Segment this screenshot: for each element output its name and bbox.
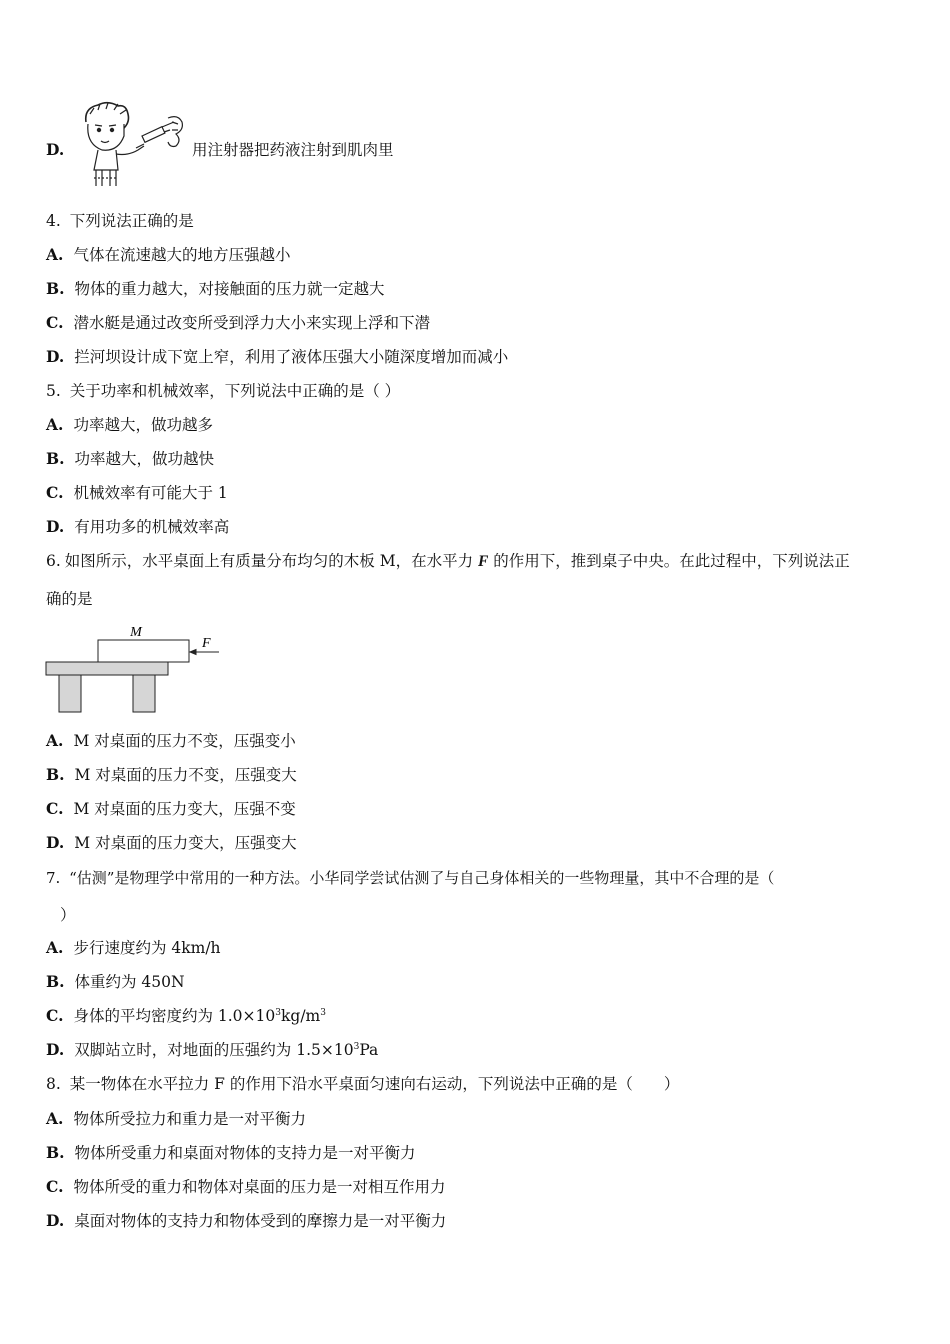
option-label: C.: [46, 1006, 64, 1025]
option-text: M 对桌面的压力变大，压强变大: [74, 834, 297, 852]
question-stem-part: “估测”是物理学中常用的一种方法。小华同学尝试估测了与自己身体相关的一些物理量，其中不合理的是（: [69, 869, 775, 887]
question-stem: 下列说法正确的是: [69, 212, 194, 230]
table-top: [46, 662, 168, 675]
option-label: D.: [46, 347, 65, 366]
force-variable: F: [478, 553, 489, 570]
question-stem-part: 的作用下，推到桌子中央。在此过程中，下列说法正: [488, 552, 850, 570]
option-label: C.: [46, 483, 64, 502]
option-text: 步行速度约为 4km/h: [73, 939, 221, 957]
q6-option-d: [46, 833, 297, 853]
q6-stem-line1: [46, 551, 850, 572]
table-leg-left: [59, 675, 81, 712]
exponent: 3: [353, 1042, 360, 1052]
board-rect: [98, 640, 189, 662]
q4-stem: [46, 211, 194, 231]
option-label: B.: [46, 765, 65, 784]
option-text: 用注射器把药液注射到肌肉里: [192, 141, 394, 159]
option-label: C.: [46, 1177, 64, 1196]
option-text: 桌面对物体的支持力和物体受到的摩擦力是一对平衡力: [74, 1212, 447, 1230]
q7-stem-line1: [46, 868, 774, 888]
question-number: 4.: [46, 212, 61, 230]
option-label: B.: [46, 279, 65, 298]
q4-option-c: [46, 313, 430, 333]
option-label: B.: [46, 1143, 65, 1162]
q6-option-a: [46, 731, 296, 751]
q8-option-d: [46, 1211, 446, 1231]
exponent: 3: [275, 1008, 281, 1018]
board-label: M: [130, 625, 142, 640]
option-label: A.: [46, 415, 64, 434]
q7-option-b: [46, 972, 185, 992]
option-text: 双脚站立时，对地面的压强约为 1.5×10: [74, 1041, 354, 1059]
option-label: C.: [46, 799, 64, 818]
q5-stem: [46, 381, 400, 401]
option-text: 拦河坝设计成下宽上窄，利用了液体压强大小随深度增加而减小: [74, 348, 509, 366]
option-label: A.: [46, 1109, 64, 1128]
option-label: D.: [46, 1040, 65, 1059]
option-text: 机械效率有可能大于 1: [73, 484, 228, 502]
question-number: 5.: [46, 382, 61, 400]
q4-option-a: [46, 245, 290, 265]
q7-option-a: [46, 938, 221, 958]
q7-option-c: [46, 1006, 326, 1026]
q8-option-c: [46, 1177, 445, 1197]
question-stem: 关于功率和机械效率，下列说法中正确的是（ ）: [69, 382, 401, 400]
q6-option-b: [46, 765, 297, 785]
q3-option-d-text: [192, 140, 394, 160]
option-text: 气体在流速越大的地方压强越小: [73, 246, 291, 264]
option-label: D.: [46, 833, 65, 852]
question-number: 7.: [46, 869, 61, 887]
table-board-diagram: [44, 622, 224, 718]
q6-option-c: [46, 799, 296, 819]
q3-option-d: [46, 140, 74, 160]
question-stem-part: 确的是: [46, 590, 93, 608]
option-label: B.: [46, 972, 65, 991]
option-text: 身体的平均密度约为 1.0×10: [73, 1007, 276, 1025]
option-text: 物体所受拉力和重力是一对平衡力: [73, 1110, 306, 1128]
question-stem-part: ）: [60, 906, 76, 924]
q5-option-a: [46, 415, 213, 435]
option-text: Pa: [359, 1041, 379, 1059]
q5-option-c: [46, 483, 228, 503]
q4-option-d: [46, 347, 508, 367]
option-text: 物体所受的重力和物体对桌面的压力是一对相互作用力: [73, 1178, 446, 1196]
question-stem-part: 如图所示，水平桌面上有质量分布均匀的木板 M，在水平力: [64, 552, 479, 570]
option-label: A.: [46, 245, 64, 264]
option-text: M 对桌面的压力不变，压强变小: [73, 732, 296, 750]
option-text: 功率越大，做功越多: [73, 416, 213, 434]
question-number: 6.: [46, 552, 61, 570]
q4-option-b: [46, 279, 385, 299]
boy-injection-icon: [72, 100, 190, 190]
option-text: M 对桌面的压力不变，压强变大: [74, 766, 297, 784]
table-leg-right: [133, 675, 155, 712]
q7-option-d: [46, 1040, 378, 1060]
option-label: D.: [46, 517, 65, 536]
option-label: D.: [46, 1211, 65, 1230]
q8-option-a: [46, 1109, 306, 1129]
option-text: 功率越大，做功越快: [74, 450, 215, 468]
q5-option-d: [46, 517, 229, 537]
option-text: 潜水艇是通过改变所受到浮力大小来实现上浮和下潜: [73, 314, 430, 332]
option-text: 物体所受重力和桌面对物体的支持力是一对平衡力: [74, 1144, 416, 1162]
q5-option-b: [46, 449, 214, 469]
option-text: M 对桌面的压力变大，压强不变: [73, 800, 296, 818]
option-label: D.: [46, 140, 65, 159]
option-text: kg/m: [281, 1007, 321, 1025]
force-label: F: [202, 636, 211, 651]
option-text: 有用功多的机械效率高: [74, 518, 230, 536]
option-label: A.: [46, 938, 64, 957]
q6-stem-line2: [46, 589, 93, 609]
q8-stem: [46, 1074, 679, 1094]
q7-stem-line2: [60, 905, 76, 925]
exponent: 3: [320, 1008, 326, 1018]
option-text: 物体的重力越大，对接触面的压力就一定越大: [74, 280, 385, 298]
force-arrowhead: [190, 650, 196, 655]
option-label: C.: [46, 313, 64, 332]
question-number: 8.: [46, 1075, 61, 1093]
option-label: A.: [46, 731, 64, 750]
option-text: 体重约为 450N: [74, 973, 185, 991]
q8-option-b: [46, 1143, 416, 1163]
option-label: B.: [46, 449, 65, 468]
question-stem: 某一物体在水平拉力 F 的作用下沿水平桌面匀速向右运动，下列说法中正确的是（ ）: [69, 1075, 680, 1093]
